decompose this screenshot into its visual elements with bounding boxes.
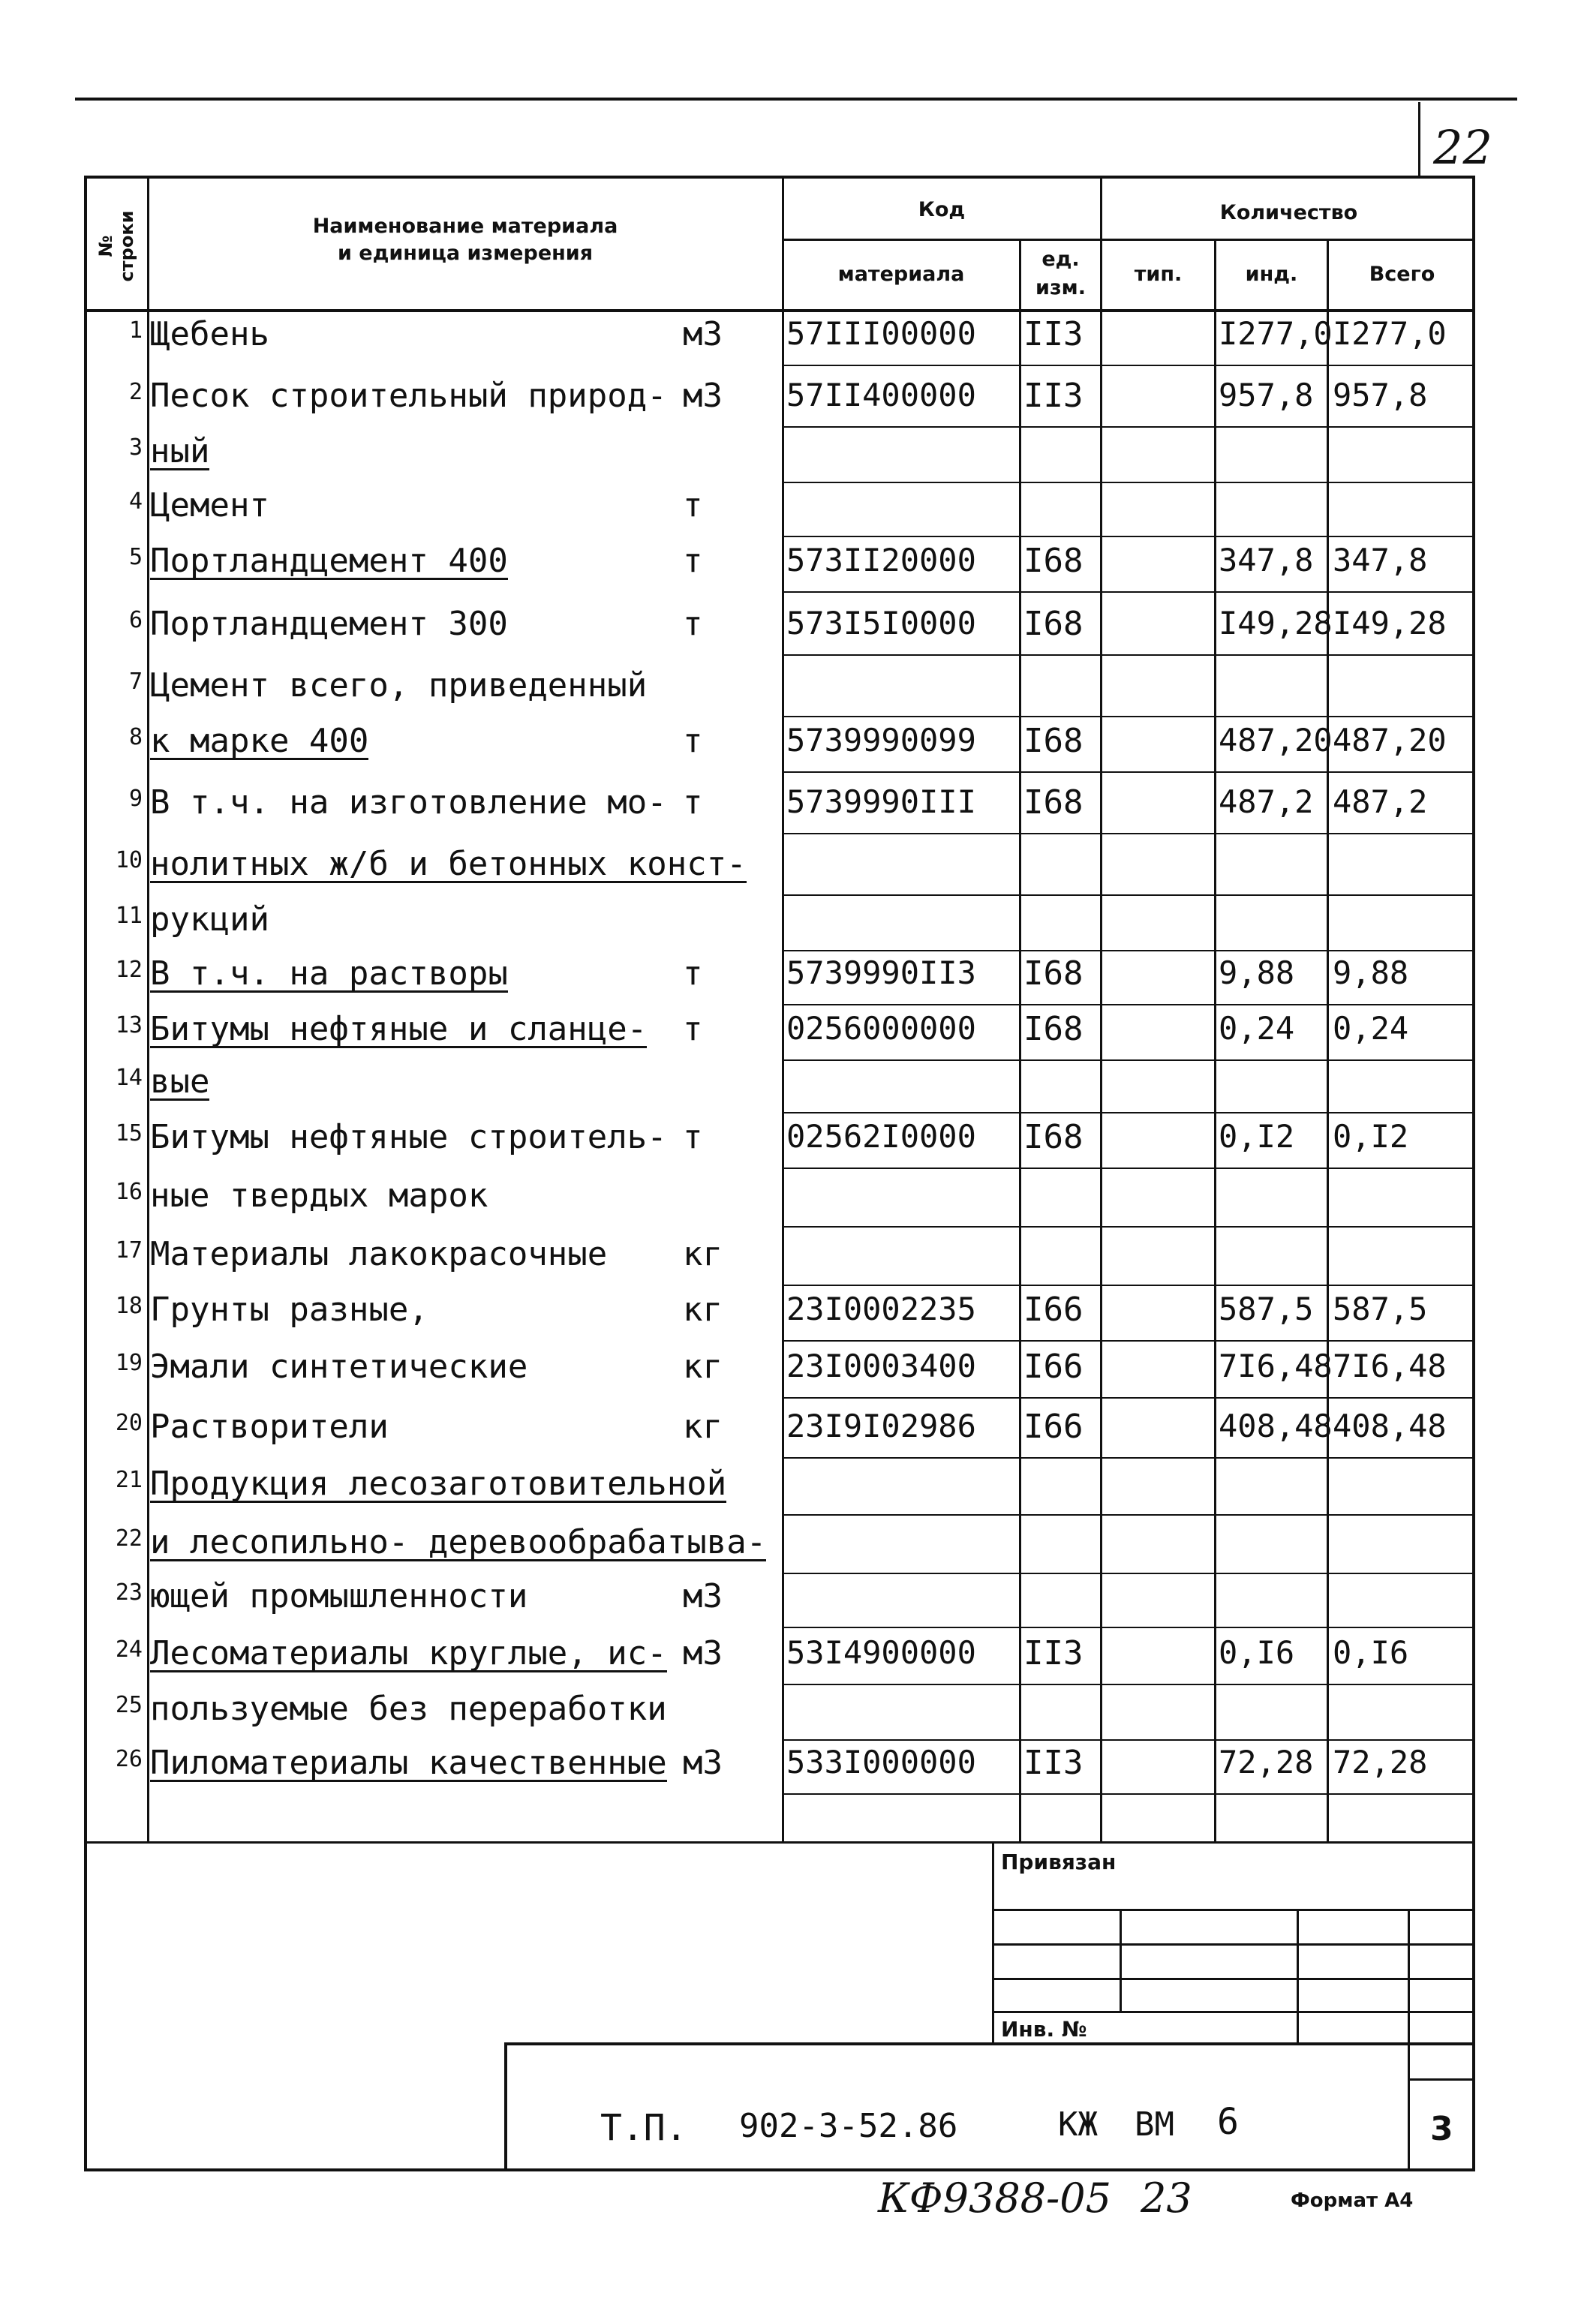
unit-of-measure: т (683, 954, 703, 993)
material-name: Эмали синтетические (150, 1348, 528, 1386)
unit-code: I68 (1023, 722, 1084, 760)
stamp-col-line-3 (1408, 1909, 1410, 2168)
row-divider (782, 1684, 1475, 1685)
table-bottom-line (84, 1841, 1475, 1844)
stamp-col-line-2 (1297, 1909, 1299, 2044)
doc-sheet-no: 6 (1217, 2101, 1239, 2143)
page-number-box-left (1418, 102, 1420, 176)
unit-code: I68 (1023, 783, 1084, 822)
row-number: 9 (128, 786, 143, 812)
unit-code: II3 (1023, 1634, 1084, 1672)
row-number: 22 (115, 1525, 143, 1552)
row-number: 6 (128, 607, 143, 633)
unit-of-measure: т (683, 722, 703, 760)
material-code: 573II20000 (786, 542, 976, 579)
row-divider (782, 654, 1475, 656)
unit-of-measure: т (683, 1010, 703, 1048)
material-code: 5739990II3 (786, 954, 976, 991)
qty-individual: 9,88 (1219, 954, 1295, 991)
row-number: 12 (115, 957, 143, 983)
header-name-line2: и единица измерения (337, 242, 594, 265)
qty-total: 587,5 (1333, 1291, 1428, 1327)
material-code: 0256000000 (786, 1010, 976, 1047)
row-divider (782, 1168, 1475, 1169)
row-divider (782, 1739, 1475, 1741)
stamp-left-line (992, 1841, 994, 2044)
row-divider (782, 482, 1475, 483)
row-divider (782, 1793, 1475, 1795)
unit-of-measure: т (683, 783, 703, 822)
unit-code: I68 (1023, 1118, 1084, 1156)
row-number: 15 (115, 1120, 143, 1146)
header-qty-ind: инд. (1245, 263, 1298, 286)
unit-code: II3 (1023, 1744, 1084, 1782)
col-line-ind (1214, 239, 1216, 1841)
unit-code: II3 (1023, 377, 1084, 415)
row-divider (782, 950, 1475, 951)
header-bottom-line (84, 309, 1475, 312)
header-code-unit-1: ед. (1041, 248, 1080, 271)
page-number: 22 (1433, 120, 1492, 175)
material-code: 5739990III (786, 783, 976, 820)
material-code: 573I5I0000 (786, 605, 976, 642)
archive-sheet: 23 (1141, 2174, 1192, 2222)
material-code: 02562I0000 (786, 1118, 976, 1155)
material-name: Цемент (150, 486, 269, 524)
row-divider (782, 426, 1475, 428)
row-divider (782, 1340, 1475, 1342)
material-code: 53I4900000 (786, 1634, 976, 1671)
row-number: 14 (115, 1065, 143, 1091)
qty-individual: I277,0 (1219, 315, 1333, 352)
unit-of-measure: м3 (683, 377, 723, 415)
row-number: 10 (115, 847, 143, 873)
sheet-number: 3 (1430, 2110, 1453, 2148)
material-name: Лесоматериалы круглые, ис- (150, 1634, 667, 1672)
row-divider (782, 1573, 1475, 1574)
row-divider (782, 1457, 1475, 1459)
qty-individual: 7I6,48 (1219, 1348, 1333, 1384)
unit-code: I68 (1023, 954, 1084, 993)
header-quantity: Количество (1219, 201, 1358, 224)
archive-code: КФ9388-05 (878, 2174, 1112, 2222)
material-name: рукций (150, 900, 269, 939)
unit-code: I66 (1023, 1408, 1084, 1446)
row-divider (782, 1627, 1475, 1628)
unit-of-measure: м3 (683, 1744, 723, 1782)
unit-of-measure: м3 (683, 315, 723, 353)
qty-total: 487,2 (1333, 783, 1428, 820)
row-divider (782, 536, 1475, 537)
material-name: вые (150, 1062, 210, 1101)
doc-number: 902-3-52.86 (739, 2107, 958, 2145)
qty-total: 9,88 (1333, 954, 1409, 991)
material-name: и лесопильно- деревообрабатыва- (150, 1523, 767, 1561)
col-line-uom (1019, 239, 1021, 1841)
material-name: ный (150, 432, 210, 470)
doc-mark: КЖ (1058, 2105, 1098, 2144)
stamp-bound-label: Привязан (1001, 1850, 1117, 1874)
header-code-material: материала (837, 263, 965, 286)
material-code: 23I0002235 (786, 1291, 976, 1327)
row-number: 3 (128, 434, 143, 461)
qty-total: 0,I2 (1333, 1118, 1409, 1155)
qty-individual: 0,I2 (1219, 1118, 1295, 1155)
row-number: 18 (115, 1293, 143, 1319)
frame-right (1472, 176, 1475, 2171)
stamp-row-line-2 (992, 1943, 1475, 1946)
row-number: 21 (115, 1467, 143, 1493)
col-line-rowno (147, 176, 149, 1841)
stamp-row-line-1 (992, 1909, 1475, 1911)
material-name: В т.ч. на изготовление мо- (150, 783, 667, 822)
material-name: В т.ч. на растворы (150, 954, 508, 993)
row-divider (782, 1285, 1475, 1286)
row-divider (782, 1226, 1475, 1228)
row-number: 25 (115, 1692, 143, 1718)
material-name: Портландцемент 400 (150, 542, 508, 580)
qty-individual: 0,I6 (1219, 1634, 1295, 1671)
header-name-line1: Наименование материала (312, 215, 618, 238)
row-divider (782, 771, 1475, 773)
unit-code: I66 (1023, 1348, 1084, 1386)
row-divider (782, 1514, 1475, 1516)
material-name: Портландцемент 300 (150, 605, 508, 643)
unit-code: I68 (1023, 542, 1084, 580)
row-number: 4 (128, 488, 143, 515)
frame-left (84, 176, 87, 2171)
unit-code: I66 (1023, 1291, 1084, 1329)
header-sub-line (782, 239, 1475, 241)
row-number: 1 (128, 317, 143, 344)
row-number: 23 (115, 1579, 143, 1606)
row-number: 20 (115, 1410, 143, 1436)
material-name: Растворители (150, 1408, 389, 1446)
row-number: 7 (128, 669, 143, 695)
qty-total: 72,28 (1333, 1744, 1428, 1781)
frame-top (84, 176, 1475, 179)
qty-total: I277,0 (1333, 315, 1447, 352)
material-name: Цемент всего, приведенный (150, 666, 648, 705)
row-number: 8 (128, 724, 143, 750)
row-divider (782, 1112, 1475, 1113)
stamp-col-line-1 (1120, 1909, 1122, 2011)
material-name: пользуемые без переработки (150, 1690, 667, 1728)
row-divider (782, 1397, 1475, 1399)
doc-prefix: Т.П. (600, 2107, 687, 2149)
qty-individual: 347,8 (1219, 542, 1314, 579)
material-name: ющей промышленности (150, 1577, 528, 1615)
unit-of-measure: т (683, 542, 703, 580)
material-code: 23I0003400 (786, 1348, 976, 1384)
material-name: Продукция лесозаготовительной (150, 1465, 727, 1503)
row-divider (782, 591, 1475, 593)
stamp-row-line-3 (992, 1978, 1475, 1980)
qty-individual: I49,28 (1219, 605, 1333, 642)
frame-bottom (84, 2168, 1475, 2171)
row-divider (782, 365, 1475, 366)
material-code: 57III00000 (786, 315, 976, 352)
qty-individual: 72,28 (1219, 1744, 1314, 1781)
material-code: 23I9I02986 (786, 1408, 976, 1444)
qty-individual: 0,24 (1219, 1010, 1295, 1047)
sheet-box-line (1408, 2078, 1475, 2081)
qty-individual: 587,5 (1219, 1291, 1314, 1327)
unit-of-measure: т (683, 605, 703, 643)
material-code: 57II400000 (786, 377, 976, 413)
row-number: 13 (115, 1012, 143, 1038)
row-number: 11 (115, 903, 143, 929)
row-divider (782, 716, 1475, 717)
row-number: 24 (115, 1636, 143, 1663)
header-code: Код (918, 198, 966, 221)
material-name: к марке 400 (150, 722, 369, 760)
qty-total: 0,I6 (1333, 1634, 1409, 1671)
material-name: Битумы нефтяные строитель- (150, 1118, 667, 1156)
title-block-top (504, 2042, 1475, 2045)
material-name: нолитных ж/б и бетонных конст- (150, 845, 747, 883)
material-name: Материалы лакокрасочные (150, 1235, 608, 1273)
material-name: Песок строительный природ- (150, 377, 667, 415)
col-line-code (782, 176, 784, 1841)
qty-total: 957,8 (1333, 377, 1428, 413)
qty-total: 7I6,48 (1333, 1348, 1447, 1384)
unit-of-measure: м3 (683, 1577, 723, 1615)
qty-individual: 487,20 (1219, 722, 1333, 759)
material-name: ные твердых марок (150, 1177, 488, 1215)
qty-individual: 957,8 (1219, 377, 1314, 413)
header-qty-typ: тип. (1134, 263, 1183, 286)
header-row-no: № строки (95, 210, 137, 282)
material-code: 5739990099 (786, 722, 976, 759)
unit-of-measure: кг (683, 1291, 723, 1329)
material-name: Грунты разные, (150, 1291, 428, 1329)
material-name: Пиломатериалы качественные (150, 1744, 667, 1782)
header-code-unit-2: изм. (1035, 276, 1086, 299)
unit-of-measure: кг (683, 1348, 723, 1386)
unit-of-measure: т (683, 1118, 703, 1156)
row-number: 5 (128, 544, 143, 570)
qty-total: 0,24 (1333, 1010, 1409, 1047)
stamp-row-line-4 (992, 2011, 1475, 2013)
header-qty-total: Всего (1369, 263, 1435, 286)
qty-total: 487,20 (1333, 722, 1447, 759)
doc-sheet-code: ВМ (1135, 2105, 1174, 2144)
unit-of-measure: т (683, 486, 703, 524)
stamp-inv-label: Инв. № (1001, 2017, 1087, 2042)
unit-of-measure: м3 (683, 1634, 723, 1672)
material-name: Щебень (150, 315, 269, 353)
unit-code: II3 (1023, 315, 1084, 353)
qty-individual: 487,2 (1219, 783, 1314, 820)
unit-of-measure: кг (683, 1235, 723, 1273)
title-block-left (504, 2042, 507, 2170)
row-number: 16 (115, 1179, 143, 1205)
row-number: 2 (128, 379, 143, 405)
material-code: 533I000000 (786, 1744, 976, 1781)
row-divider (782, 833, 1475, 834)
unit-code: I68 (1023, 605, 1084, 643)
col-line-total (1327, 239, 1329, 1841)
row-number: 19 (115, 1350, 143, 1376)
qty-total: I49,28 (1333, 605, 1447, 642)
top-border-line (75, 98, 1517, 101)
row-divider (782, 894, 1475, 896)
qty-total: 408,48 (1333, 1408, 1447, 1444)
unit-of-measure: кг (683, 1408, 723, 1446)
row-number: 26 (115, 1746, 143, 1772)
row-number: 17 (115, 1237, 143, 1264)
material-name: Битумы нефтяные и сланце- (150, 1010, 648, 1048)
unit-code: I68 (1023, 1010, 1084, 1048)
col-line-qty (1100, 176, 1102, 1841)
row-divider (782, 1004, 1475, 1005)
qty-total: 347,8 (1333, 542, 1428, 579)
format-label: Формат А4 (1291, 2189, 1414, 2212)
qty-individual: 408,48 (1219, 1408, 1333, 1444)
row-divider (782, 1059, 1475, 1061)
